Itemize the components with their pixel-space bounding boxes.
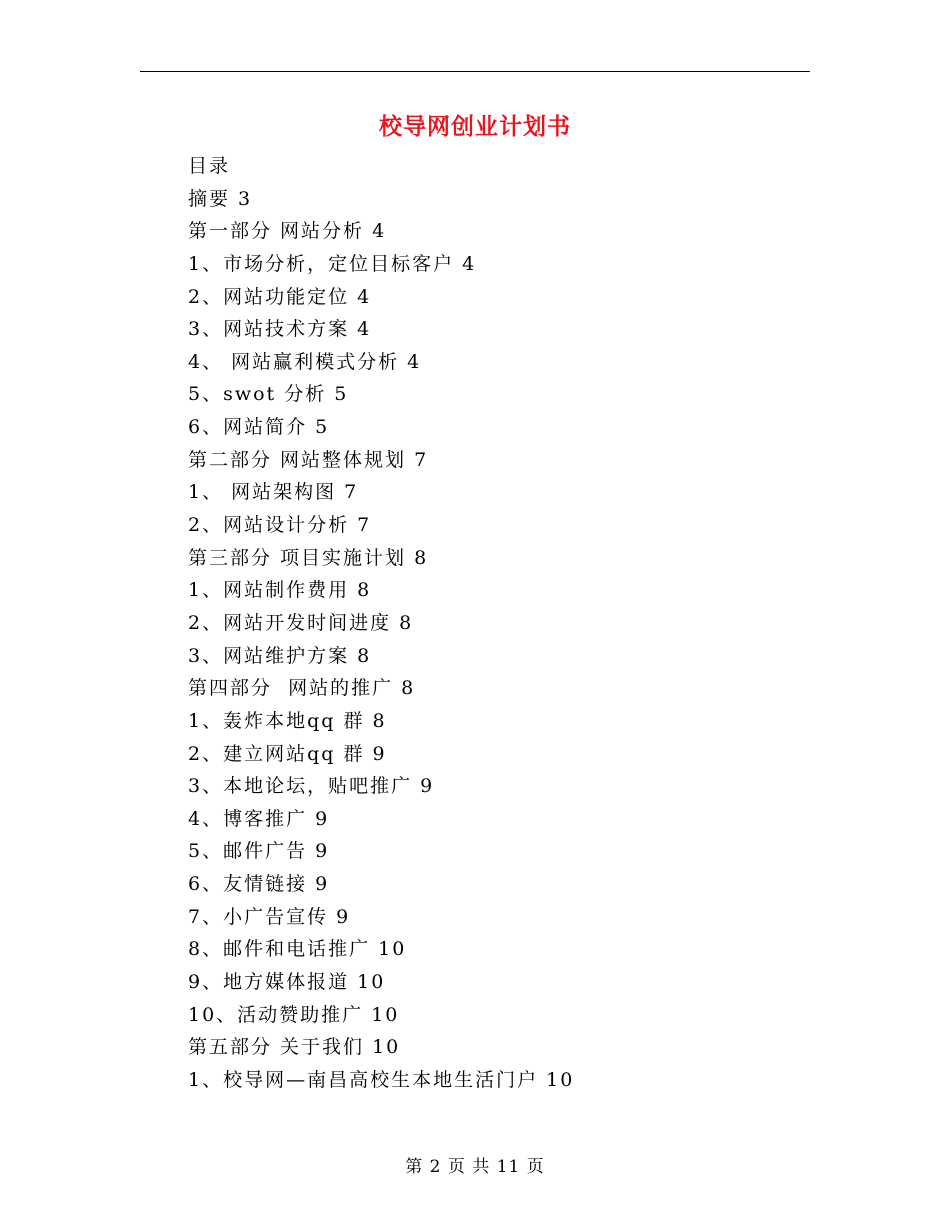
document-title: 校导网创业计划书 [379,114,571,140]
toc-entry: 8、邮件和电话推广 10 [188,938,407,961]
header-rule [140,71,810,72]
toc-entry: 3、本地论坛，贴吧推广 9 [188,775,435,798]
toc-entry: 2、网站功能定位 4 [188,285,372,308]
toc-entry: 10、活动赞助推广 10 [188,1003,400,1026]
toc-entry: 6、网站简介 5 [188,416,330,439]
toc-entry: 1、 网站架构图 7 [188,481,359,504]
toc-entry: 1、校导网—南昌高校生本地生活门户 10 [188,1068,575,1091]
page-number-footer: 第 2 页 共 11 页 [405,1157,545,1177]
table-of-contents [188,150,788,1097]
toc-entry: 6、友情链接 9 [188,873,330,896]
toc-entry: 第三部分 项目实施计划 8 [188,546,429,569]
toc-entry: 1、轰炸本地qq 群 8 [188,709,387,732]
toc-heading: 目录 [188,155,231,177]
toc-entry: 第一部分 网站分析 4 [188,220,387,243]
toc-entry: 2、网站开发时间进度 8 [188,611,414,634]
toc-entry: 第二部分 网站整体规划 7 [188,448,429,471]
toc-entry: 4、 网站赢利模式分析 4 [188,350,422,373]
toc-entry: 摘要 3 [188,187,253,210]
toc-entry: 3、网站维护方案 8 [188,644,372,667]
toc-entry: 5、邮件广告 9 [188,840,330,863]
toc-entry: 4、博客推广 9 [188,807,330,830]
toc-entry: 5、swot 分析 5 [188,383,349,406]
toc-entry: 7、小广告宣传 9 [188,905,351,928]
toc-entry: 第五部分 关于我们 10 [188,1036,401,1059]
toc-entry: 第四部分 网站的推广 8 [188,677,416,700]
toc-entry: 9、地方媒体报道 10 [188,971,386,994]
toc-entry: 3、网站技术方案 4 [188,318,372,341]
toc-entry: 2、建立网站qq 群 9 [188,742,387,765]
toc-entry: 1、网站制作费用 8 [188,579,372,602]
toc-entry: 1、市场分析，定位目标客户 4 [188,252,477,275]
toc-entry: 2、网站设计分析 7 [188,514,372,537]
